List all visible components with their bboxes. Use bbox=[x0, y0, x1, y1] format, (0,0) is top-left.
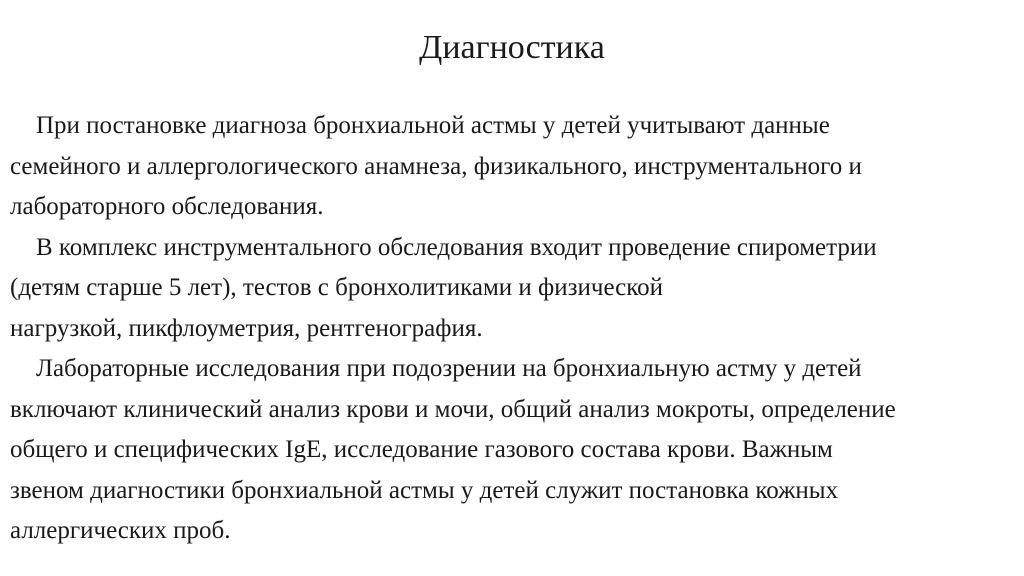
paragraph-instrumental-exam bbox=[10, 228, 1014, 350]
text-line: аллергических проб. bbox=[10, 517, 231, 544]
text-line: При постановке диагноза бронхиальной астмы у детей учитывают данные bbox=[36, 112, 830, 139]
text-line: семейного и аллергологического анамнеза, физикального, инструментального и bbox=[10, 152, 862, 180]
text-line: нагрузкой, пикфлоуметрия, рентгенография. bbox=[10, 314, 483, 342]
text-line: включают клинический анализ крови и мочи, общий анализ мокроты, определение bbox=[10, 395, 896, 423]
slide-title: Диагностика bbox=[419, 29, 605, 66]
paragraph-diagnosis-basis bbox=[10, 106, 1014, 228]
text-line: (детям старше 5 лет), тестов с бронхолитиками и физической bbox=[10, 274, 664, 301]
text-line: звеном диагностики бронхиальной астмы у детей служит постановка кожных bbox=[10, 476, 839, 504]
paragraph-laboratory-tests bbox=[10, 349, 1014, 552]
text-line: Лабораторные исследования при подозрении на бронхиальную астму у детей bbox=[36, 355, 862, 382]
slide-body bbox=[10, 106, 1014, 552]
text-line: В комплекс инструментального обследования входит проведение спирометрии bbox=[36, 233, 877, 261]
text-line: общего и специфических IgE, исследование газового состава крови. Важным bbox=[10, 436, 833, 463]
text-line: лабораторного обследования. bbox=[10, 193, 324, 220]
